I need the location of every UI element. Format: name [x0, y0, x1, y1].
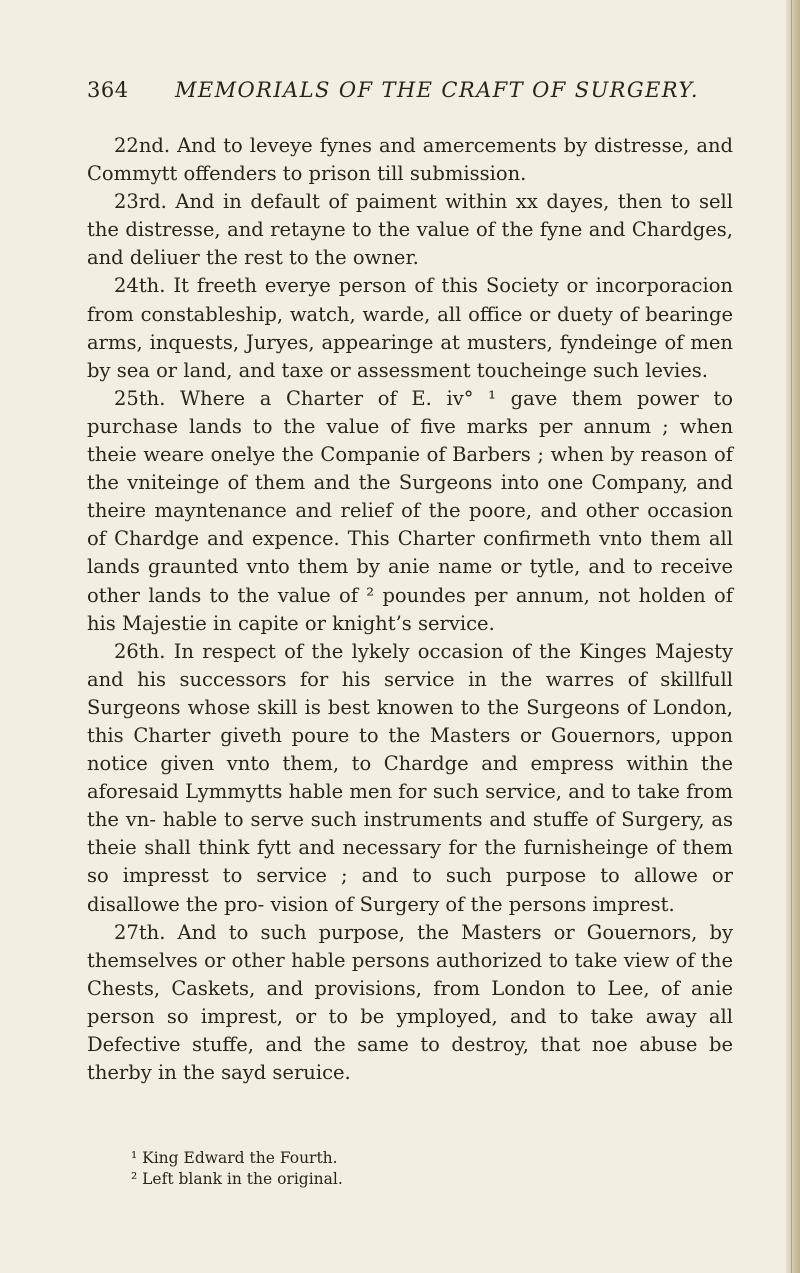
footnote-1: ¹ King Edward the Fourth. [131, 1149, 338, 1167]
page-edge-line [791, 0, 792, 1273]
paragraph-25th: 25th. Where a Charter of E. iv° ¹ gave them power to purchase lands to the value of five marks per annum ; when theie weare onelye the Companie of Barbers ; when by reason of the vniteinge of them and the Surgeons into one Company, and theire mayntenance and relief of the poore, and other occasion of Chardge and expence. This Charter confirmeth vnto them all lands graunted vnto them by anie name or tytle, and to receive other lands to the value of ² poundes per annum, not holden of his Majestie in capite or knight’s service. [87, 386, 733, 635]
footnote-2: ² Left blank in the original. [131, 1170, 343, 1188]
paragraph-23rd: 23rd. And in default of paiment within xx dayes, then to sell the distresse, and retayne to the value of the fyne and Chardges, and deliuer the rest to the owner. [87, 190, 733, 270]
page-header [87, 78, 727, 110]
main-text [87, 132, 733, 1087]
paragraph-27th: 27th. And to such purpose, the Masters or Gouernors, by themselves or other hable persons authorized to take view of the Chests, Caskets, and provisions, from London to Lee, of anie person so imprest, or to be ymployed, and to take away all Defective stuffe, and the same to destroy, that noe abuse be therby in the sayd seruice. [87, 920, 733, 1085]
footnotes [87, 1148, 733, 1190]
page-edge [786, 0, 800, 1273]
paragraph-22nd: 22nd. And to leveye fynes and amercements by distresse, and Commytt offenders to prison till submission. [87, 134, 733, 186]
paragraph-24th: 24th. It freeth everye person of this Society or incorporacion from constableship, watch, warde, all office or duety of bearinge arms, inquests, Juryes, appearinge at musters, fyndeinge of men by sea or land, and taxe or assessment toucheinge such levies. [87, 274, 733, 382]
running-title: MEMORIALS OF THE CRAFT OF SURGERY. [175, 78, 699, 102]
page-number: 364 [87, 78, 129, 102]
paragraph-26th: 26th. In respect of the lykely occasion of the Kinges Majesty and his successors for his service in the warres of skillfull Surgeons whose skill is best knowen to the Surgeons of London, this Charter giveth poure to the Masters or Gouernors, uppon notice given vnto them, to Chardge and empress within the aforesaid Lymmytts hable men for such service, and to take from the vn- hable to serve such instruments and stuffe of Surgery, as theie shall think fytt and necessary for the furnisheinge of them so impresst to service ; and to such purpose to allowe or disallowe the pro- vision of Surgery of the persons imprest. [87, 639, 733, 916]
